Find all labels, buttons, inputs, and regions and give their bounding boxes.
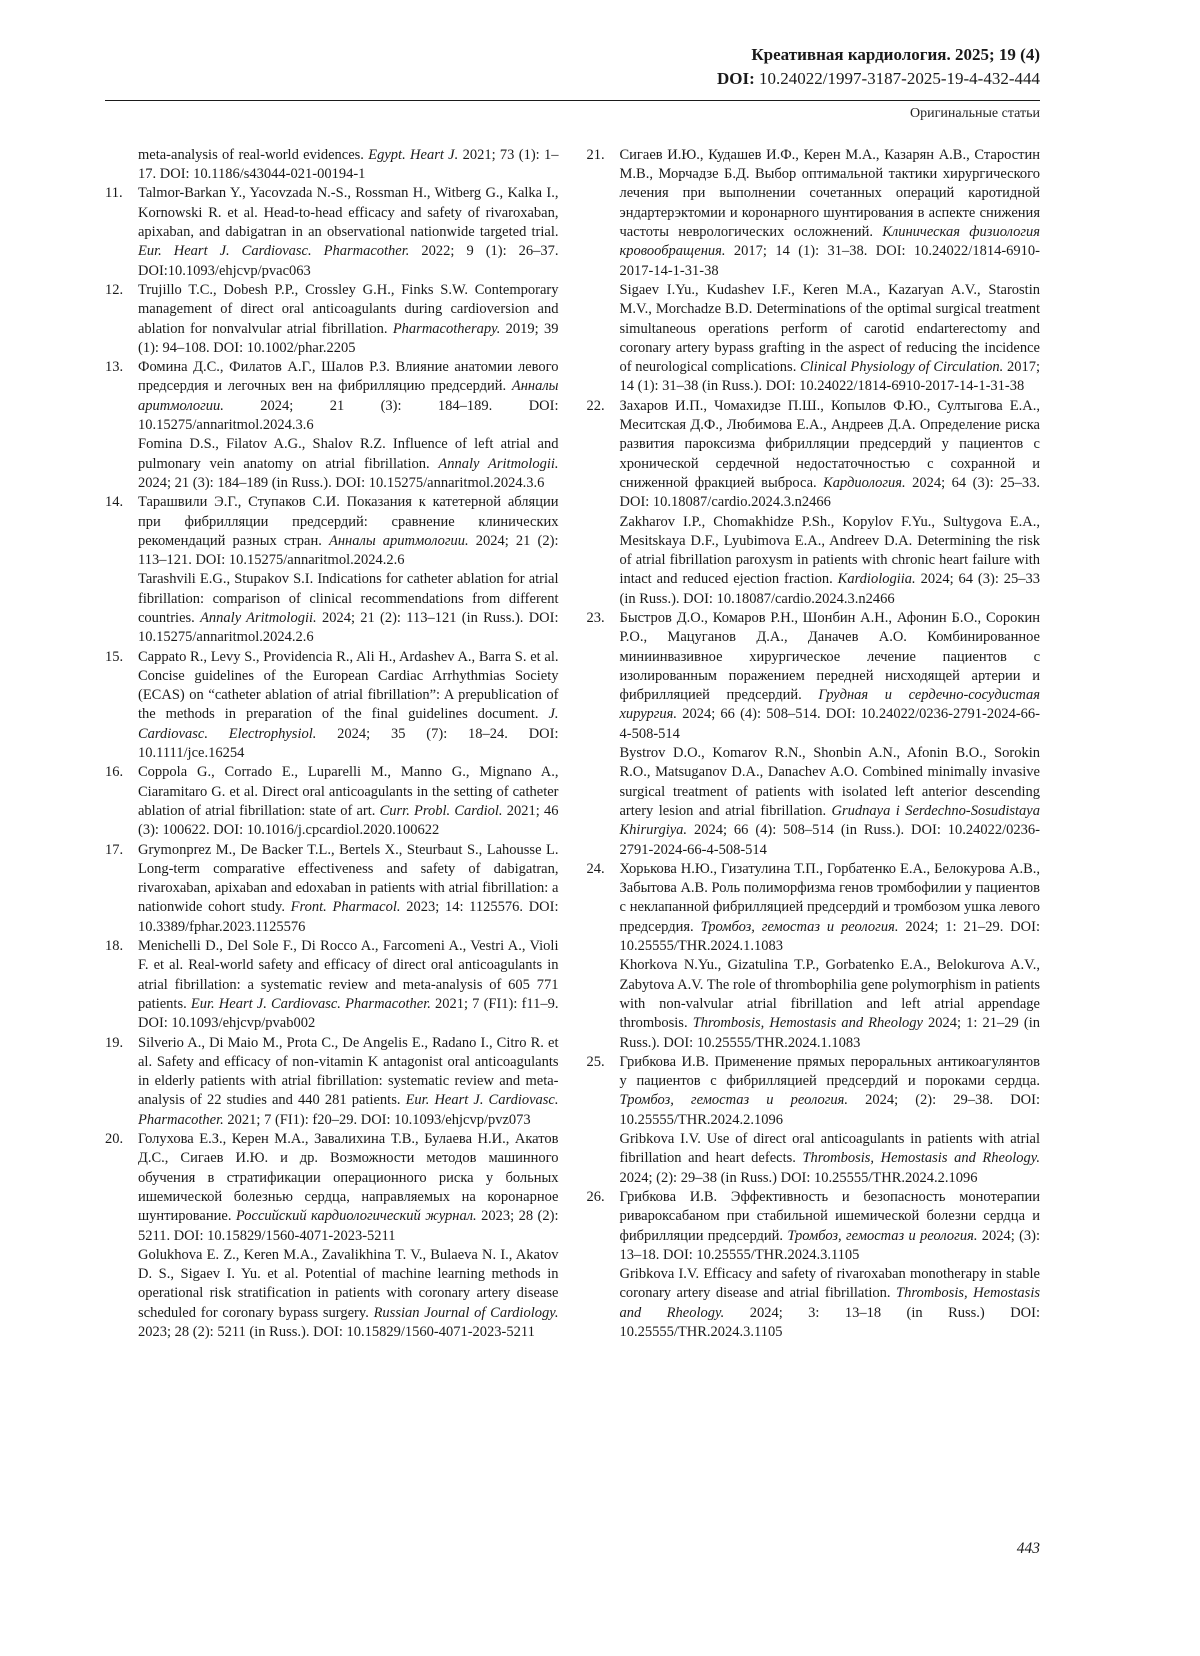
reference-item bbox=[105, 146, 559, 185]
reference-text bbox=[138, 648, 559, 764]
reference-text bbox=[620, 397, 1041, 609]
reference-number: 19. bbox=[105, 1034, 124, 1051]
reference-paragraph: Захаров И.П., Чомахидзе П.Ш., Копылов Ф.Ю., Султыгова Е.А., Меситская Д.Ф., Любимова Е.А., Андреев Д.А. Определение риска развития пароксизма фибрилляции предсердий у пациентов с хронической сердечной недостаточностью с сохранной и сниженной фракцией выброса. Кардиология. 2024; 64 (3): 25–33. DOI: 10.18087/cardio.2024.3.n2466 bbox=[619, 397, 1041, 511]
page-number: 443 bbox=[1016, 1540, 1040, 1557]
reference-column-left bbox=[105, 146, 559, 1342]
reference-paragraph: Menichelli D., Del Sole F., Di Rocco A., Farcomeni A., Vestri A., Violi F. et al. Real-world safety and efficacy of direct oral anticoagulants in atrial fibrillation: a systematic review and meta-analysis of 605 771 patients. Eur. Heart J. Cardiovasc. Pharmacother. 2021; 7 (FI1): f11–9. DOI: 10.1093/ehjcvp/pvab002 bbox=[138, 938, 559, 1032]
reference-text bbox=[138, 281, 559, 358]
reference-text bbox=[620, 146, 1041, 397]
reference-item bbox=[105, 184, 559, 280]
reference-item bbox=[587, 146, 1041, 397]
reference-paragraph: Gribkova I.V. Use of direct oral anticoagulants in patients with atrial fibrillation and heart defects. Thrombosis, Hemostasis and Rheology. 2024; (2): 29–38 (in Russ.) DOI: 10.25555/THR.2024.2.1096 bbox=[619, 1131, 1040, 1186]
reference-column-right bbox=[587, 146, 1041, 1342]
reference-columns bbox=[105, 146, 1040, 1342]
reference-text bbox=[138, 1034, 559, 1130]
reference-text bbox=[138, 763, 559, 840]
reference-paragraph: Тарашвили Э.Г., Ступаков С.И. Показания к катетерной абляции при фибрилляции предсердий: сравнение клинических рекомендаций разных стран. Анналы аритмологии. 2024; 21 (2): 113–121. DOI: 10.15275/annaritmol.2024.2.6 bbox=[138, 494, 559, 569]
reference-paragraph: Coppola G., Corrado E., Luparelli M., Manno G., Mignano A., Ciaramitaro G. et al. Direct oral anticoagulants in the setting of catheter ablation of atrial fibrillation: state of art. Curr. Probl. Cardiol. 2021; 46 (3): 100622. DOI: 10.1016/j.cpcardiol.2020.100622 bbox=[138, 764, 559, 839]
reference-text bbox=[138, 1130, 559, 1342]
reference-number: 21. bbox=[586, 146, 605, 163]
doi-value: 10.24022/1997-3187-2025-19-4-432-444 bbox=[754, 68, 1040, 88]
reference-number: 25. bbox=[586, 1053, 605, 1070]
reference-number: 24. bbox=[586, 860, 605, 877]
reference-item bbox=[587, 1188, 1041, 1342]
reference-number: 17. bbox=[105, 841, 124, 858]
reference-item bbox=[587, 1053, 1041, 1188]
reference-paragraph: Фомина Д.С., Филатов А.Г., Шалов Р.З. Влияние анатомии левого предсердия и легочных вен на фибрилляцию предсердий. Анналы аритмологии. 2024; 21 (3): 184–189. DOI: 10.15275/annaritmol.2024.3.6 bbox=[138, 359, 559, 434]
reference-number: 13. bbox=[105, 359, 124, 376]
journal-title: Креативная кардиология. 2025; 19 (4) bbox=[751, 45, 1040, 64]
reference-paragraph: Golukhova E. Z., Keren M.A., Zavalikhina T. V., Bulaeva N. I., Akatov D. S., Sigaev I. Yu. et al. Potential of machine learning methods in operational risk stratification in patients with coronary artery disease scheduled for coronary bypass surgery. Russian Journal of Cardiology. 2023; 28 (2): 5211 (in Russ.). DOI: 10.15829/1560-4071-2023-5211 bbox=[138, 1246, 559, 1340]
reference-item bbox=[105, 648, 559, 764]
reference-paragraph: Грибкова И.В. Эффективность и безопасность монотерапии ривароксабаном при стабильной ишемической болезни сердца и фибрилляции предсердий. Тромбоз, гемостаз и реология. 2024; (3): 13–18. DOI: 10.25555/THR.2024.3.1105 bbox=[619, 1188, 1041, 1263]
reference-paragraph: Сигаев И.Ю., Кудашев И.Ф., Керен М.А., Казарян А.В., Старостин М.В., Морчадзе Б.Д. Выбор оптимальной тактики хирургического лечения при выполнении сочетанных операций каротидной эндартерэктомии и коронарного шунтирования в аспекте снижения частоты неврологических осложнений. Клиническая физиология кровообращения. 2017; 14 (1): 31–38. DOI: 10.24022/1814-6910- 2017-14-1-31-38 bbox=[619, 146, 1040, 279]
reference-paragraph: Tarashvili E.G., Stupakov S.I. Indications for catheter ablation for atrial fibrillation: comparison of clinical recommendations from different countries. Annaly Aritmologii. 2024; 21 (2): 113–121 (in Russ.). DOI: 10.15275/annaritmol.2024.2.6 bbox=[138, 571, 559, 646]
reference-text bbox=[620, 1188, 1041, 1342]
reference-paragraph: Zakharov I.P., Chomakhidze P.Sh., Kopylov F.Yu., Sultygova E.A., Mesitskaya D.F., Lyubimova E.A., Andreev D.A. Determining the risk of atrial fibrillation paroxysm in patients with chronic heart failure with intact and reduced ejection fraction. Kardiologiia. 2024; 64 (3): 25–33 (in Russ.). DOI: 10.18087/cardio.2024.3.n2466 bbox=[619, 513, 1040, 607]
reference-text bbox=[620, 1053, 1041, 1188]
reference-number: 15. bbox=[105, 648, 124, 665]
section-label: Оригинальные статьи bbox=[910, 105, 1040, 121]
reference-paragraph: Silverio A., Di Maio M., Prota C., De Angelis E., Radano I., Citro R. et al. Safety and efficacy of non-vitamin K antagonist oral anticoagulants in elderly patients with atrial fibrillation: systematic review and meta-analysis of 22 studies and 440 281 patients. Eur. Heart J. Cardiovasc. Pharmacother. 2021; 7 (FI1): f20–29. DOI: 10.1093/ehjcvp/pvz073 bbox=[138, 1034, 559, 1128]
reference-paragraph: Gribkova I.V. Efficacy and safety of rivaroxaban monotherapy in stable coronary artery disease and atrial fibrillation. Thrombosis, Hemostasis and Rheology. 2024; 3: 13–18 (in Russ.) DOI: 10.25555/THR.2024.3.1105 bbox=[619, 1266, 1040, 1340]
reference-number: 16. bbox=[105, 764, 124, 781]
reference-item bbox=[587, 860, 1041, 1053]
reference-paragraph: Быстров Д.О., Комаров Р.Н., Шонбин А.Н., Афонин Б.О., Сорокин Р.О., Мацуганов Д.А., Даначев А.О. Комбинированное миниинвазивное хирургическое лечение пациентов с изолированным поражением передней нисходящей артерии и фибрилляцией предсердий. Грудная и сердечно-сосудистая хирургия. 2024; 66 (4): 508–514. DOI: 10.24022/0236-2791-2024-66-4-508-514 bbox=[619, 610, 1040, 742]
reference-item bbox=[105, 1130, 559, 1342]
reference-text bbox=[138, 184, 559, 280]
reference-number: 20. bbox=[105, 1131, 124, 1148]
reference-text bbox=[138, 937, 559, 1033]
reference-number: 22. bbox=[586, 397, 605, 414]
page-header bbox=[105, 44, 1040, 122]
reference-paragraph: Cappato R., Levy S., Providencia R., Ali H., Ardashev A., Barra S. et al. Concise guidelines of the European Cardiac Arrhythmias Society (ECAS) on “catheter ablation of atrial fibrillation”: A prepublication of the methods in preparation of the final guidelines document. J. Cardiovasc. Electrophysiol. 2024; 35 (7): 18–24. DOI: 10.1111/jce.16254 bbox=[138, 648, 559, 762]
reference-paragraph: Голухова Е.З., Керен М.А., Завалихина Т.В., Булаева Н.И., Акатов Д.С., Сигаев И.Ю. и др. Возможности методов машинного обучения в стратификации операционного риска у больных ишемической болезнью сердца, направляемых на коронарное шунтирование. Российский кардиологический журнал. 2023; 28 (2): 5211. DOI: 10.15829/1560-4071-2023-5211 bbox=[138, 1131, 559, 1244]
reference-paragraph: Talmor-Barkan Y., Yacovzada N.-S., Rossman H., Witberg G., Kalka I., Kornowski R. et al. Head-to-head efficacy and safety of rivaroxaban, apixaban, and dabigatran in an observational nationwide targeted trial. Eur. Heart J. Cardiovasc. Pharmacother. 2022; 9 (1): 26–37. DOI:10.1093/ehjcvp/pvac063 bbox=[138, 185, 559, 279]
reference-item bbox=[105, 841, 559, 937]
reference-item bbox=[105, 937, 559, 1033]
reference-number: 18. bbox=[105, 938, 124, 955]
reference-paragraph: Грибкова И.В. Применение прямых пероральных антикоагулянтов у пациентов с фибрилляцией предсердий и пороками сердца. Тромбоз, гемостаз и реология. 2024; (2): 29–38. DOI: 10.25555/THR.2024.2.1096 bbox=[619, 1053, 1040, 1128]
reference-number: 26. bbox=[586, 1188, 605, 1205]
reference-item bbox=[105, 358, 559, 493]
reference-item bbox=[105, 763, 559, 840]
reference-number: 11. bbox=[105, 185, 123, 202]
reference-item bbox=[587, 609, 1041, 860]
reference-paragraph: meta-analysis of real-world evidences. Egypt. Heart J. 2021; 73 (1): 1–17. DOI: 10.1186/s43044-021-00194-1 bbox=[138, 146, 559, 183]
reference-text bbox=[138, 146, 559, 185]
reference-number: 14. bbox=[105, 494, 124, 511]
reference-paragraph: Trujillo T.C., Dobesh P.P., Crossley G.H., Finks S.W. Contemporary management of direct oral anticoagulants during cardioversion and ablation for nonvalvular atrial fibrillation. Pharmacotherapy. 2019; 39 (1): 94–108. DOI: 10.1002/phar.2205 bbox=[138, 281, 559, 356]
reference-item bbox=[587, 397, 1041, 609]
reference-text bbox=[138, 841, 559, 937]
reference-paragraph: Хорькова Н.Ю., Гизатулина Т.П., Горбатенко Е.А., Белокурова А.В., Забытова А.В. Роль полиморфизма генов тромбофилии у пациентов с неклапанной фибрилляцией предсердий и тромбозом ушка левого предсердия. Тромбоз, гемостаз и реология. 2024; 1: 21–29. DOI: 10.25555/THR.2024.1.1083 bbox=[619, 860, 1041, 955]
reference-paragraph: Khorkova N.Yu., Gizatulina T.P., Gorbatenko E.A., Belokurova A.V., Zabytova A.V. The role of thrombophilia gene polymorphism in patients with non-valvular atrial fibrillation and left atrial appendage thrombosis. Thrombosis, Hemostasis and Rheology 2024; 1: 21–29 (in Russ.). DOI: 10.25555/THR.2024.1.1083 bbox=[619, 957, 1041, 1051]
reference-item bbox=[105, 281, 559, 358]
header-divider bbox=[105, 100, 1040, 101]
reference-text bbox=[138, 358, 559, 493]
reference-number: 12. bbox=[105, 281, 124, 298]
reference-number bbox=[105, 146, 138, 185]
journal-doi bbox=[105, 68, 1040, 91]
reference-text bbox=[620, 609, 1041, 860]
reference-item bbox=[105, 493, 559, 647]
reference-item bbox=[105, 1034, 559, 1130]
reference-number: 23. bbox=[586, 610, 605, 626]
doi-label: DOI: bbox=[717, 68, 755, 88]
reference-paragraph: Sigaev I.Yu., Kudashev I.F., Keren M.A., Kazaryan A.V., Starostin M.V., Morchadze B.D. Determinations of the optimal surgical treatment simultaneous operations perform of carotid endarterectomy and coronary artery bypass grafting in the aspect of reducing the incidence of neurological complications. Clinical Physiology of Circulation. 2017; 14 (1): 31–38 (in Russ.). DOI: 10.24022/1814-6910-2017-14-1-31-38 bbox=[619, 281, 1040, 395]
reference-paragraph: Grymonprez M., De Backer T.L., Bertels X., Steurbaut S., Lahousse L. Long-term comparative effectiveness and safety of dabigatran, rivaroxaban, apixaban and edoxaban in patients with atrial fibrillation: a nationwide cohort study. Front. Pharmacol. 2023; 14: 1125576. DOI: 10.3389/fphar.2023.1125576 bbox=[138, 841, 559, 935]
reference-text bbox=[620, 860, 1041, 1053]
reference-paragraph: Bystrov D.O., Komarov R.N., Shonbin A.N., Afonin B.O., Sorokin R.O., Matsuganov D.A., Danachev A.O. Combined minimally invasive surgical treatment of patients with isolated left anterior descending artery lesion and atrial fibrillation. Grudnaya i Serdechno-Sosudistaya Khirurgiya. 2024; 66 (4): 508–514 (in Russ.). DOI: 10.24022/0236-2791-2024-66-4-508-514 bbox=[619, 745, 1040, 858]
reference-text bbox=[138, 493, 559, 647]
reference-paragraph: Fomina D.S., Filatov A.G., Shalov R.Z. Influence of left atrial and pulmonary vein anatomy on atrial fibrillation. Annaly Aritmologii. 2024; 21 (3): 184–189 (in Russ.). DOI: 10.15275/annaritmol.2024.3.6 bbox=[138, 436, 559, 491]
